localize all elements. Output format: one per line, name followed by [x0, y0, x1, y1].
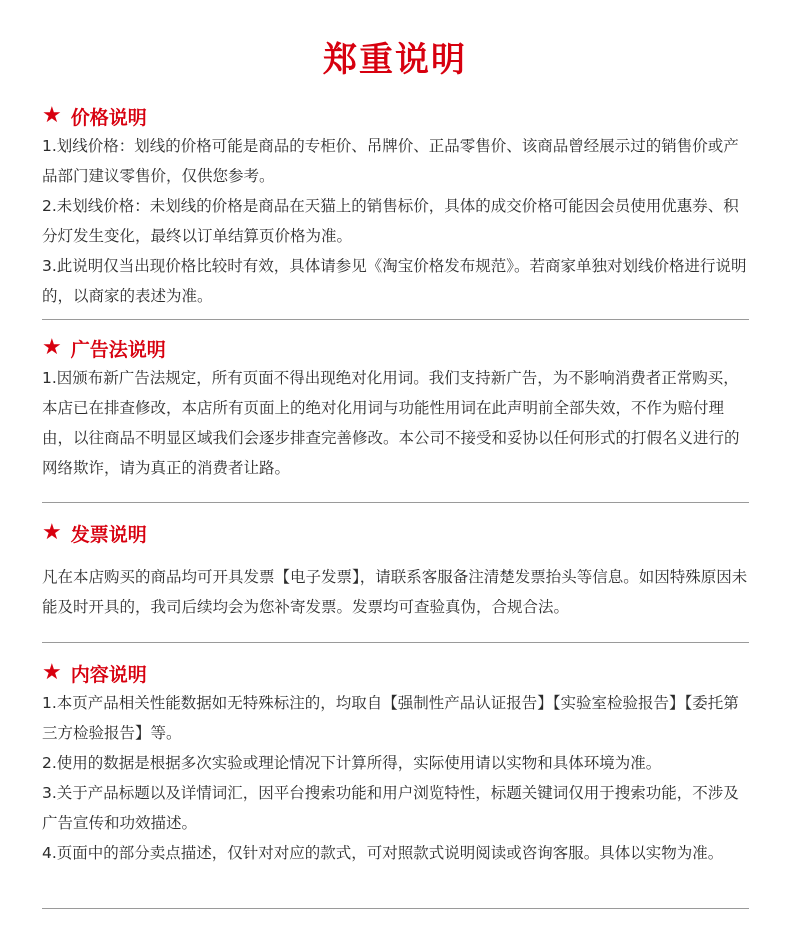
star-icon: ★	[42, 103, 62, 128]
section-heading-label: 价格说明	[70, 106, 147, 129]
section-body	[42, 562, 750, 622]
section-heading	[42, 518, 750, 548]
section-heading-label: 内容说明	[70, 663, 147, 686]
section-heading-label: 发票说明	[70, 523, 147, 546]
section-price-notice	[42, 101, 750, 311]
divider	[42, 642, 749, 643]
paragraph: 3.关于产品标题以及详情词汇，因平台搜索功能和用户浏览特性，标题关键词仅用于搜索功能，不涉及广告宣传和功效描述。	[42, 784, 739, 832]
paragraph: 1.划线价格：划线的价格可能是商品的专柜价、吊牌价、正品零售价、该商品曾经展示过的销售价或产品部门建议零售价，仅供您参考。	[42, 137, 739, 185]
section-heading	[42, 658, 750, 688]
page-title: 郑重说明	[323, 40, 467, 80]
divider	[42, 319, 749, 320]
paragraph: 2.使用的数据是根据多次实验或理论情况下计算所得，实际使用请以实物和具体环境为准。	[42, 754, 662, 772]
divider	[42, 908, 749, 909]
section-body	[42, 688, 750, 868]
section-body	[42, 131, 750, 311]
section-invoice-notice	[42, 518, 750, 622]
section-ad-law-notice	[42, 333, 750, 483]
section-heading	[42, 333, 750, 363]
section-heading	[42, 101, 750, 131]
paragraph: 2.未划线价格：未划线的价格是商品在天猫上的销售标价，具体的成交价格可能因会员使用优惠券、积分灯发生变化，最终以订单结算页价格为准。	[42, 197, 739, 245]
section-content-notice	[42, 658, 750, 868]
paragraph: 3.此说明仅当出现价格比较时有效，具体请参见《淘宝价格发布规范》。若商家单独对划线价格进行说明的，以商家的表述为准。	[42, 257, 747, 305]
section-heading-label: 广告法说明	[70, 338, 166, 361]
star-icon: ★	[42, 520, 62, 545]
star-icon: ★	[42, 335, 62, 360]
paragraph: 1.因颁布新广告法规定，所有页面不得出现绝对化用词。我们支持新广告，为不影响消费者正常购买，本店已在排查修改，本店所有页面上的绝对化用词与功能性用词在此声明前全部失效，不作为赔付理由，以往商品不明显区域我们会逐步排查完善修改。本公司不接受和妥协以任何形式的打假名义进行的网络欺诈，请为真正的消费者让路。	[42, 369, 740, 477]
paragraph: 凡在本店购买的商品均可开具发票【电子发票】，请联系客服备注清楚发票抬头等信息。如因特殊原因未能及时开具的，我司后续均会为您补寄发票。发票均可查验真伪，合规合法。	[42, 568, 748, 616]
paragraph: 1.本页产品相关性能数据如无特殊标注的，均取自【强制性产品认证报告】【实验室检验报告】【委托第三方检验报告】等。	[42, 694, 739, 742]
section-body	[42, 363, 750, 483]
star-icon: ★	[42, 660, 62, 685]
paragraph: 4.页面中的部分卖点描述，仅针对对应的款式，可对照款式说明阅读或咨询客服。具体以实物为准。	[42, 844, 724, 862]
divider	[42, 502, 749, 503]
